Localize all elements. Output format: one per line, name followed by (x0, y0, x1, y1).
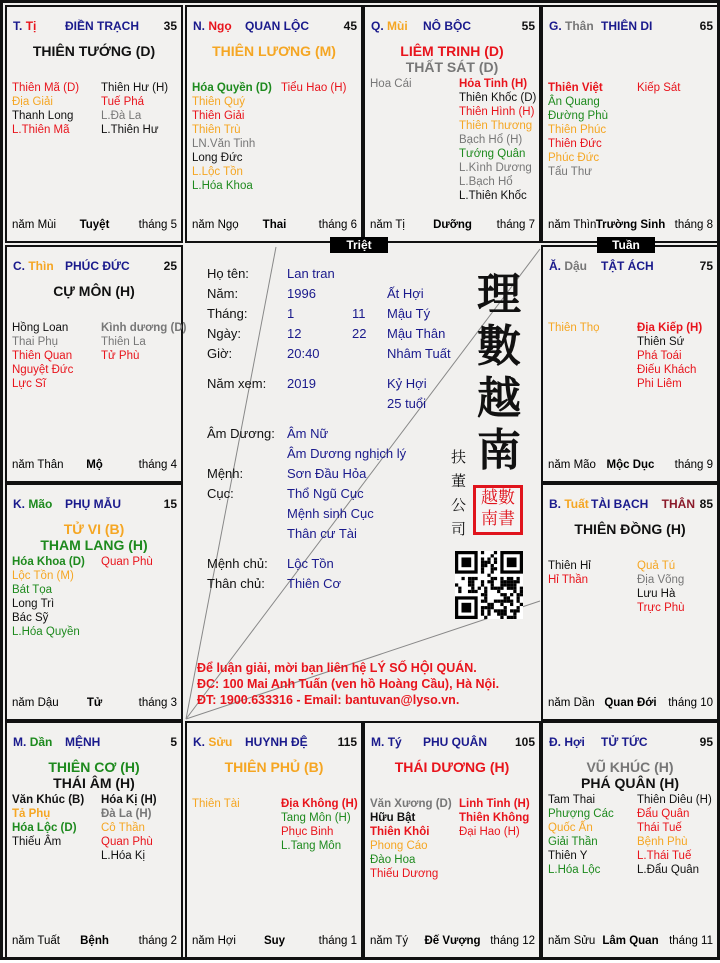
palace-age: 15 (163, 497, 177, 511)
main-star: THIÊN ĐỒNG (H) (574, 521, 686, 537)
qr-code[interactable] (455, 551, 523, 619)
palace-stem: M. (371, 735, 385, 749)
footer-month: tháng 12 (490, 935, 535, 947)
minor-star: Đẩu Quân (637, 808, 690, 820)
footer-month: tháng 8 (674, 219, 713, 231)
minor-star: Thiên Thương (459, 120, 533, 132)
name-value: Lan tran (287, 266, 335, 281)
minor-star: Thiên Không (459, 812, 530, 824)
minor-star: Thiên La (101, 336, 146, 348)
minor-star: Tả Phụ (12, 808, 51, 820)
minor-star: Địa Không (H) (281, 798, 358, 810)
minor-star: Hữu Bật (370, 812, 416, 824)
footer-phase: Suy (263, 935, 286, 947)
am-duong-value: Âm Nữ (287, 426, 329, 441)
footer-month: tháng 1 (318, 935, 357, 947)
footer-year: năm Tý (370, 935, 409, 947)
triet-marker: Triệt (330, 237, 388, 253)
footer-phase: Mộ (86, 459, 103, 471)
palace-stem: Ă. (549, 259, 561, 273)
minor-star: Đào Hoa (370, 854, 416, 866)
minor-star: Trực Phù (637, 602, 685, 614)
minor-star: L.Kình Dương (459, 162, 532, 174)
am-duong-note: Âm Dương nghịch lý (287, 446, 407, 461)
minor-star: Thiếu Âm (12, 836, 62, 848)
minor-star: Thiên Khôi (370, 826, 430, 838)
palace-branch: Hợi (564, 735, 585, 749)
company-calligraphy: 扶董公司 (451, 448, 467, 538)
month-can-chi: Mậu Tý (387, 306, 431, 321)
palace-name: TỬ TỨC (601, 735, 648, 749)
minor-star: Bạch Hổ (H) (459, 134, 523, 146)
palace-stem: N. (193, 19, 205, 33)
menh-value: Sơn Đầu Hỏa (287, 466, 367, 481)
palace-age: 5 (170, 735, 177, 749)
palace-age: 115 (337, 735, 357, 749)
footer-phase: Tử (86, 697, 103, 709)
footer-month: tháng 6 (318, 219, 357, 231)
minor-star: LN.Văn Tinh (192, 138, 256, 150)
than-chu-value: Thiên Cơ (287, 576, 342, 591)
palace-stem: K. (193, 735, 205, 749)
hour-label: Giờ: (207, 346, 233, 361)
view-year-can-chi: Kỷ Hợi (387, 376, 427, 391)
minor-star: Tấu Thư (548, 166, 592, 178)
minor-star: L.Thiên Khốc (459, 190, 527, 202)
palace-age: 25 (163, 259, 177, 273)
palace-age: 105 (514, 735, 535, 749)
hour-can-chi: Nhâm Tuất (387, 346, 451, 361)
minor-star: Phi Liêm (637, 378, 682, 390)
main-star: VŨ KHÚC (H) (586, 759, 674, 775)
minor-star: Địa Kiếp (H) (637, 322, 703, 334)
footer-year: năm Mùi (12, 219, 57, 231)
than-badge: THÂN (661, 497, 695, 511)
red-seal: 越數南書 (473, 485, 523, 535)
palace-branch: Thân (565, 19, 594, 33)
minor-star: Thiên Giải (192, 110, 245, 122)
minor-star: Bác Sỹ (12, 612, 49, 624)
minor-star: Bệnh Phù (637, 836, 688, 848)
footer-phase: Lâm Quan (602, 935, 659, 947)
minor-star: Ân Quang (548, 96, 600, 108)
minor-star: Thanh Long (12, 110, 74, 122)
view-year-value: 2019 (287, 376, 316, 391)
contact-phone-email[interactable]: ĐT: 1900.633316 - Email: bantuvan@lyso.vn. (197, 693, 460, 707)
info-panel (185, 245, 541, 721)
footer-year: năm Tuất (12, 935, 60, 947)
minor-star: Thiên Phúc (548, 124, 607, 136)
minor-star: L.Hóa Kị (101, 850, 146, 862)
footer-phase: Trường Sinh (595, 219, 666, 231)
minor-star: Lực Sĩ (12, 378, 46, 390)
cuc-value: Thổ Ngũ Cục (287, 486, 364, 501)
footer-month: tháng 11 (669, 935, 713, 947)
main-star: THIÊN CƠ (H) (48, 759, 140, 775)
than-chu-label: Thân chủ: (207, 576, 265, 591)
palace-stem: C. (13, 259, 25, 273)
minor-star: Lộc Tồn (M) (12, 570, 74, 582)
minor-star: Tuế Phá (101, 96, 145, 108)
minor-star: Quả Tú (637, 560, 676, 572)
age-value: 25 tuổi (387, 396, 427, 411)
day-value: 12 (287, 326, 302, 341)
minor-star: Tang Môn (H) (281, 812, 351, 824)
footer-month: tháng 10 (668, 697, 713, 709)
menh-chu-label: Mệnh chủ: (207, 556, 268, 571)
minor-star: Linh Tinh (H) (459, 798, 530, 810)
main-star: THIÊN TƯỚNG (D) (32, 43, 156, 59)
minor-star: Hỉ Thần (548, 574, 589, 586)
minor-star: Điếu Khách (637, 364, 697, 376)
minor-star: Tử Phù (101, 350, 140, 362)
palace-age: 85 (699, 497, 713, 511)
footer-month: tháng 5 (138, 219, 177, 231)
footer-phase: Thai (262, 219, 287, 231)
palace-name: PHÚC ĐỨC (65, 259, 130, 273)
palace-age: 35 (163, 19, 177, 33)
minor-star: Thiên Sứ (637, 336, 685, 348)
minor-star: Phong Cáo (370, 840, 428, 852)
palace-name: ĐIỀN TRẠCH (65, 19, 139, 33)
contact-address: ĐC: 100 Mai Anh Tuấn (ven hồ Hoàng Cầu), Hà Nội. (197, 677, 500, 691)
palace-age: 65 (699, 19, 713, 33)
minor-star: L.Thiên Hư (101, 124, 159, 136)
footer-year: năm Thìn (548, 219, 597, 231)
day-can-chi: Mậu Thân (387, 326, 446, 341)
menh-label: Mệnh: (207, 466, 244, 481)
minor-star: Phục Binh (281, 826, 334, 838)
calligraphy-logo: 理數越南 (477, 269, 521, 476)
palace-branch: Sửu (208, 735, 233, 749)
footer-year: năm Dậu (12, 697, 59, 709)
palace-name: TẬT ÁCH (601, 259, 654, 273)
minor-star: Thiên Hư (H) (101, 82, 169, 94)
month-value: 1 (287, 306, 295, 321)
palace-stem: T. (13, 19, 23, 33)
footer-month: tháng 9 (674, 459, 713, 471)
minor-star: Quan Phù (101, 836, 153, 848)
minor-star: Thiên Mã (D) (12, 82, 80, 94)
palace-stem: K. (13, 497, 25, 511)
footer-year: năm Ngọ (192, 219, 239, 231)
footer-year: năm Dần (548, 697, 595, 709)
minor-star: L.Lộc Tồn (192, 166, 243, 178)
palace-branch: Tị (25, 19, 37, 33)
minor-star: L.Thái Tuế (637, 850, 692, 862)
minor-star: Hồng Loan (12, 322, 69, 334)
minor-star: Thai Phụ (12, 336, 59, 348)
minor-star: Phượng Các (548, 808, 614, 820)
palace-branch: Ngọ (208, 19, 232, 33)
palace-name: NÔ BỘC (423, 19, 471, 33)
minor-star: Thiếu Dương (370, 868, 439, 880)
footer-phase: Tuyệt (79, 219, 110, 231)
minor-star: Thiên Quan (12, 350, 73, 362)
minor-star: L.Hóa Khoa (192, 180, 253, 192)
footer-month: tháng 7 (496, 219, 535, 231)
minor-star: Đà La (H) (101, 808, 152, 820)
minor-star: Thiên Trù (192, 124, 241, 136)
minor-star: Lưu Hà (637, 588, 676, 600)
palace-stem: Đ. (549, 735, 561, 749)
palace-stem: M. (13, 735, 27, 749)
minor-star: Văn Khúc (B) (12, 794, 85, 806)
palace-name: PHỤ MẪU (65, 497, 121, 511)
minor-star: Thiên Khốc (D) (459, 92, 537, 104)
minor-star: Thiên Quý (192, 96, 246, 108)
minor-star: Hóa Khoa (D) (12, 556, 85, 568)
minor-star: L.Đẩu Quân (637, 864, 700, 876)
footer-year: năm Tị (370, 219, 405, 231)
main-star: THÁI ÂM (H) (53, 775, 135, 791)
main-star: THÁI DƯƠNG (H) (394, 759, 510, 775)
palace-branch: Mùi (387, 19, 408, 33)
year-label: Năm: (207, 286, 239, 301)
palace-branch: Thìn (28, 259, 54, 273)
minor-star: Kiếp Sát (637, 82, 681, 94)
minor-star: Giải Thần (548, 836, 598, 848)
footer-phase: Dưỡng (433, 219, 472, 231)
footer-year: năm Thân (12, 459, 64, 471)
palace-name: QUAN LỘC (245, 19, 309, 33)
minor-star: L.Đà La (101, 110, 142, 122)
palace-stem: B. (549, 497, 561, 511)
menh-chu-value: Lộc Tồn (287, 556, 334, 571)
minor-star: Thiên Đức (548, 138, 602, 150)
palace-branch: Tuất (564, 497, 589, 511)
minor-star: Địa Võng (637, 574, 685, 586)
minor-star: Tam Thai (548, 794, 596, 806)
minor-star: L.Bạch Hổ (459, 176, 513, 188)
footer-year: năm Hợi (192, 935, 236, 947)
palace-branch: Tý (387, 735, 402, 749)
minor-star: Hóa Lộc (D) (12, 822, 77, 834)
palace-branch: Mão (28, 497, 53, 511)
minor-star: Thiên Diêu (H) (637, 794, 712, 806)
footer-month: tháng 3 (138, 697, 177, 709)
minor-star: L.Hóa Quyền (12, 626, 80, 638)
minor-star: Hoa Cái (370, 78, 412, 90)
minor-star: Hóa Quyền (D) (192, 82, 272, 94)
year-value: 1996 (287, 286, 316, 301)
minor-star: Bát Tọa (12, 584, 53, 596)
footer-phase: Đế Vượng (424, 935, 481, 947)
minor-star: Long Trì (12, 598, 55, 610)
main-star: LIÊM TRINH (D) (400, 43, 504, 59)
footer-year: năm Mão (548, 459, 596, 471)
footer-phase: Mộc Dục (606, 459, 655, 471)
minor-star: L.Thiên Mã (12, 124, 70, 136)
view-year-label: Năm xem: (207, 376, 267, 391)
minor-star: Quốc Ấn (548, 822, 593, 834)
minor-star: Hóa Kị (H) (101, 794, 157, 806)
month-label: Tháng: (207, 306, 248, 321)
name-label: Họ tên: (207, 266, 249, 281)
day-solar: 22 (352, 326, 367, 341)
day-label: Ngày: (207, 326, 241, 341)
palace-stem: Q. (371, 19, 384, 33)
hour-value: 20:40 (287, 346, 320, 361)
main-star: THIÊN PHỦ (B) (224, 759, 324, 775)
minor-star: Đại Hao (H) (459, 826, 520, 838)
minor-star: Văn Xương (D) (370, 798, 452, 810)
footer-year: năm Sửu (548, 935, 596, 947)
palace-name: MỆNH (65, 735, 101, 749)
minor-star: Phá Toái (637, 350, 682, 362)
minor-star: Đường Phù (548, 110, 608, 122)
footer-phase: Bệnh (80, 935, 109, 947)
footer-phase: Quan Đới (604, 697, 657, 709)
palace-branch: Dậu (564, 259, 588, 273)
palace-name: PHU QUÂN (423, 735, 488, 749)
cuc-label: Cục: (207, 486, 234, 501)
minor-star: Kình dương (D) (101, 322, 187, 334)
cuc-note-1: Mệnh sinh Cục (287, 506, 374, 521)
minor-star: Thiên Hỉ (548, 560, 591, 572)
minor-star: Tướng Quân (459, 148, 526, 160)
minor-star: Long Đức (192, 152, 243, 164)
month-solar: 11 (352, 306, 366, 321)
minor-star: Thiên Hình (H) (459, 106, 535, 118)
footer-month: tháng 4 (138, 459, 177, 471)
minor-star: Thiên Y (548, 850, 588, 862)
minor-star: Thiên Thọ (548, 322, 600, 334)
palace-age: 55 (521, 19, 535, 33)
contact-line-1: Để luận giải, mời bạn liên hệ LÝ SỐ HỘI QUÁN. (197, 661, 477, 675)
main-star: TỬ VI (B) (63, 521, 125, 537)
minor-star: Tiểu Hao (H) (281, 82, 347, 94)
minor-star: Phúc Đức (548, 152, 600, 164)
tuan-marker: Tuần (597, 237, 655, 253)
palace-branch: Dần (29, 735, 53, 749)
palace-age: 45 (343, 19, 357, 33)
palace-age: 75 (699, 259, 713, 273)
palace-name: THIÊN DI (601, 19, 653, 33)
main-star: PHÁ QUÂN (H) (581, 775, 679, 791)
main-star: THAM LANG (H) (40, 537, 148, 553)
minor-star: Thiên Tài (192, 798, 240, 810)
minor-star: Quan Phù (101, 556, 153, 568)
minor-star: Thái Tuế (637, 822, 682, 834)
year-can-chi: Ất Hợi (387, 286, 424, 301)
minor-star: L.Tang Môn (281, 840, 342, 852)
cuc-note-2: Thân cư Tài (287, 526, 357, 541)
minor-star: Thiên Việt (548, 82, 603, 94)
main-star: CỰ MÔN (H) (53, 283, 135, 299)
minor-star: Cô Thần (101, 822, 145, 834)
am-duong-label: Âm Dương: (207, 426, 275, 441)
palace-stem: G. (549, 19, 562, 33)
minor-star: Địa Giải (12, 96, 53, 108)
palace-name: HUYNH ĐỆ (245, 735, 308, 749)
palace-name: TÀI BẠCH (591, 497, 649, 511)
minor-star: L.Hóa Lộc (548, 864, 601, 876)
main-star: THẤT SÁT (D) (405, 59, 499, 75)
palace-age: 95 (699, 735, 713, 749)
minor-star: Nguyệt Đức (12, 364, 74, 376)
main-star: THIÊN LƯƠNG (M) (212, 43, 336, 59)
minor-star: Hỏa Tinh (H) (459, 78, 528, 90)
footer-month: tháng 2 (138, 935, 177, 947)
